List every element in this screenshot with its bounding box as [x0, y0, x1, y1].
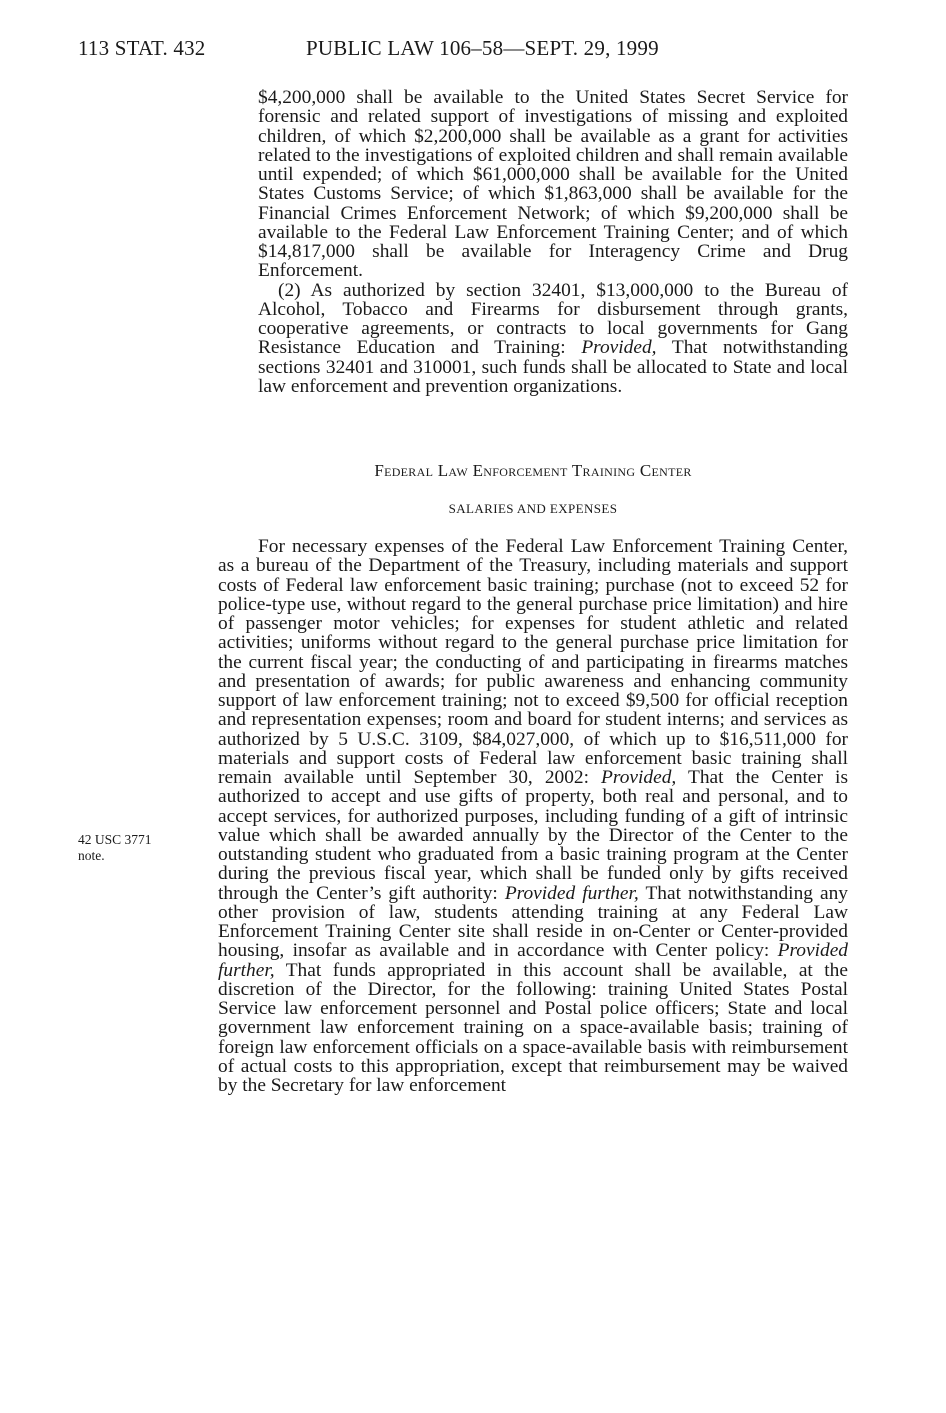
- running-header: [78, 36, 868, 62]
- upper-text-block: [218, 88, 848, 396]
- continuation-paragraph: $4,200,000 shall be available to the United States Secret Service for forensic and related support of investigations of missing and exploited children, of which $2,200,000 shall be available as a grant for activities related to the investigations of exploited children and shall remain available until expended; of which $61,000,000 shall be available for the United States Customs Service; of which $1,863,000 shall be available for the Financial Crimes Enforcement Network; of which $9,200,000 shall be available to the Federal Law Enforcement Training Center; and of which $14,817,000 shall be available for Interagency Crime and Drug Enforcement.: [258, 87, 848, 282]
- paragraph-2: [258, 281, 848, 397]
- law-title: PUBLIC LAW 106–58—SEPT. 29, 1999: [306, 36, 659, 60]
- stat-citation: 113 STAT. 432: [78, 36, 206, 60]
- paragraph-2-text-end: That notwithstanding sections 32401 and 310001, such funds shall be allocated to State and local law enforcement and prevention organizations.: [258, 337, 848, 397]
- main-paragraph-text-4: That funds appropriated in this account shall be available, at the discretion of the Director, for the following: training United States Postal Service law enforcement personnel and Postal police officers; State and local government law enforcement training on a space-available basis; training of foreign law enforcement officials on a space-available basis with reimbursement of actual costs to this appropriation, except that reimbursement may be waived by the Secretary for law enforcement: [218, 959, 848, 1096]
- agency-heading: Federal Law Enforcement Training Center: [374, 461, 692, 480]
- main-paragraph-text-1: For necessary expenses of the Federal Law Enforcement Training Center, as a bureau of the Department of the Treasury, including materials and support costs of Federal law enforcement basic training; purchase (not to exceed 52 for police-type use, without regard to the general purchase price limitation) and hire of passenger motor vehicles; for expenses for student athletic and related activities; uniforms without regard to the general purchase price limitation for the current fiscal year; the conducting of and participating in firearms matches and presentation of awards; for public awareness and enhancing community support of law enforcement training; not to exceed $9,500 for official reception and representation expenses; room and board for student interns; and services as authorized by 5 U.S.C. 3109, $84,027,000, of which up to $16,511,000 for materials and support costs of Federal law enforcement basic training shall remain available until September 30, 2002:: [218, 536, 848, 788]
- account-heading: SALARIES AND EXPENSES: [448, 501, 618, 516]
- paragraph-2-text: (2) As authorized by section 32401, $13,000,000 to the Bureau of Alcohol, Tobacco and Firearms for disbursement through grants, cooperative agreements, or contracts to local governments for Gang Resistance Education and Training:: [258, 279, 848, 359]
- proviso-3: Provided further,: [218, 940, 848, 981]
- proviso-2: Provided further,: [504, 882, 639, 904]
- margin-note-citation: 42 USC 3771: [78, 832, 152, 847]
- proviso-1: Provided,: [601, 767, 677, 788]
- paragraph-2-proviso: Provided,: [581, 337, 657, 359]
- main-paragraph-text-2: That the Center is authorized to accept and use gifts of property, both real and personal, and to accept services, for authorized purposes, including funding of a gift of intrinsic value which shall be awarded annually by the Director of the Center to the outstanding student who graduated from a basic training program at the Center during the previous fiscal year, which shall be funded only by gifts received through the Center’s gift authority:: [218, 767, 848, 904]
- margin-note-suffix: note.: [78, 848, 105, 863]
- main-text-block: [218, 537, 848, 1095]
- main-paragraph-text-3: That notwithstanding any other provision of law, students attending training at any Federal Law Enforcement Training Center site shall reside in on-Center or Center-provided housing, insofar as available and in accordance with Center policy:: [218, 882, 848, 962]
- margin-note: [78, 832, 188, 864]
- main-paragraph: [218, 537, 848, 1095]
